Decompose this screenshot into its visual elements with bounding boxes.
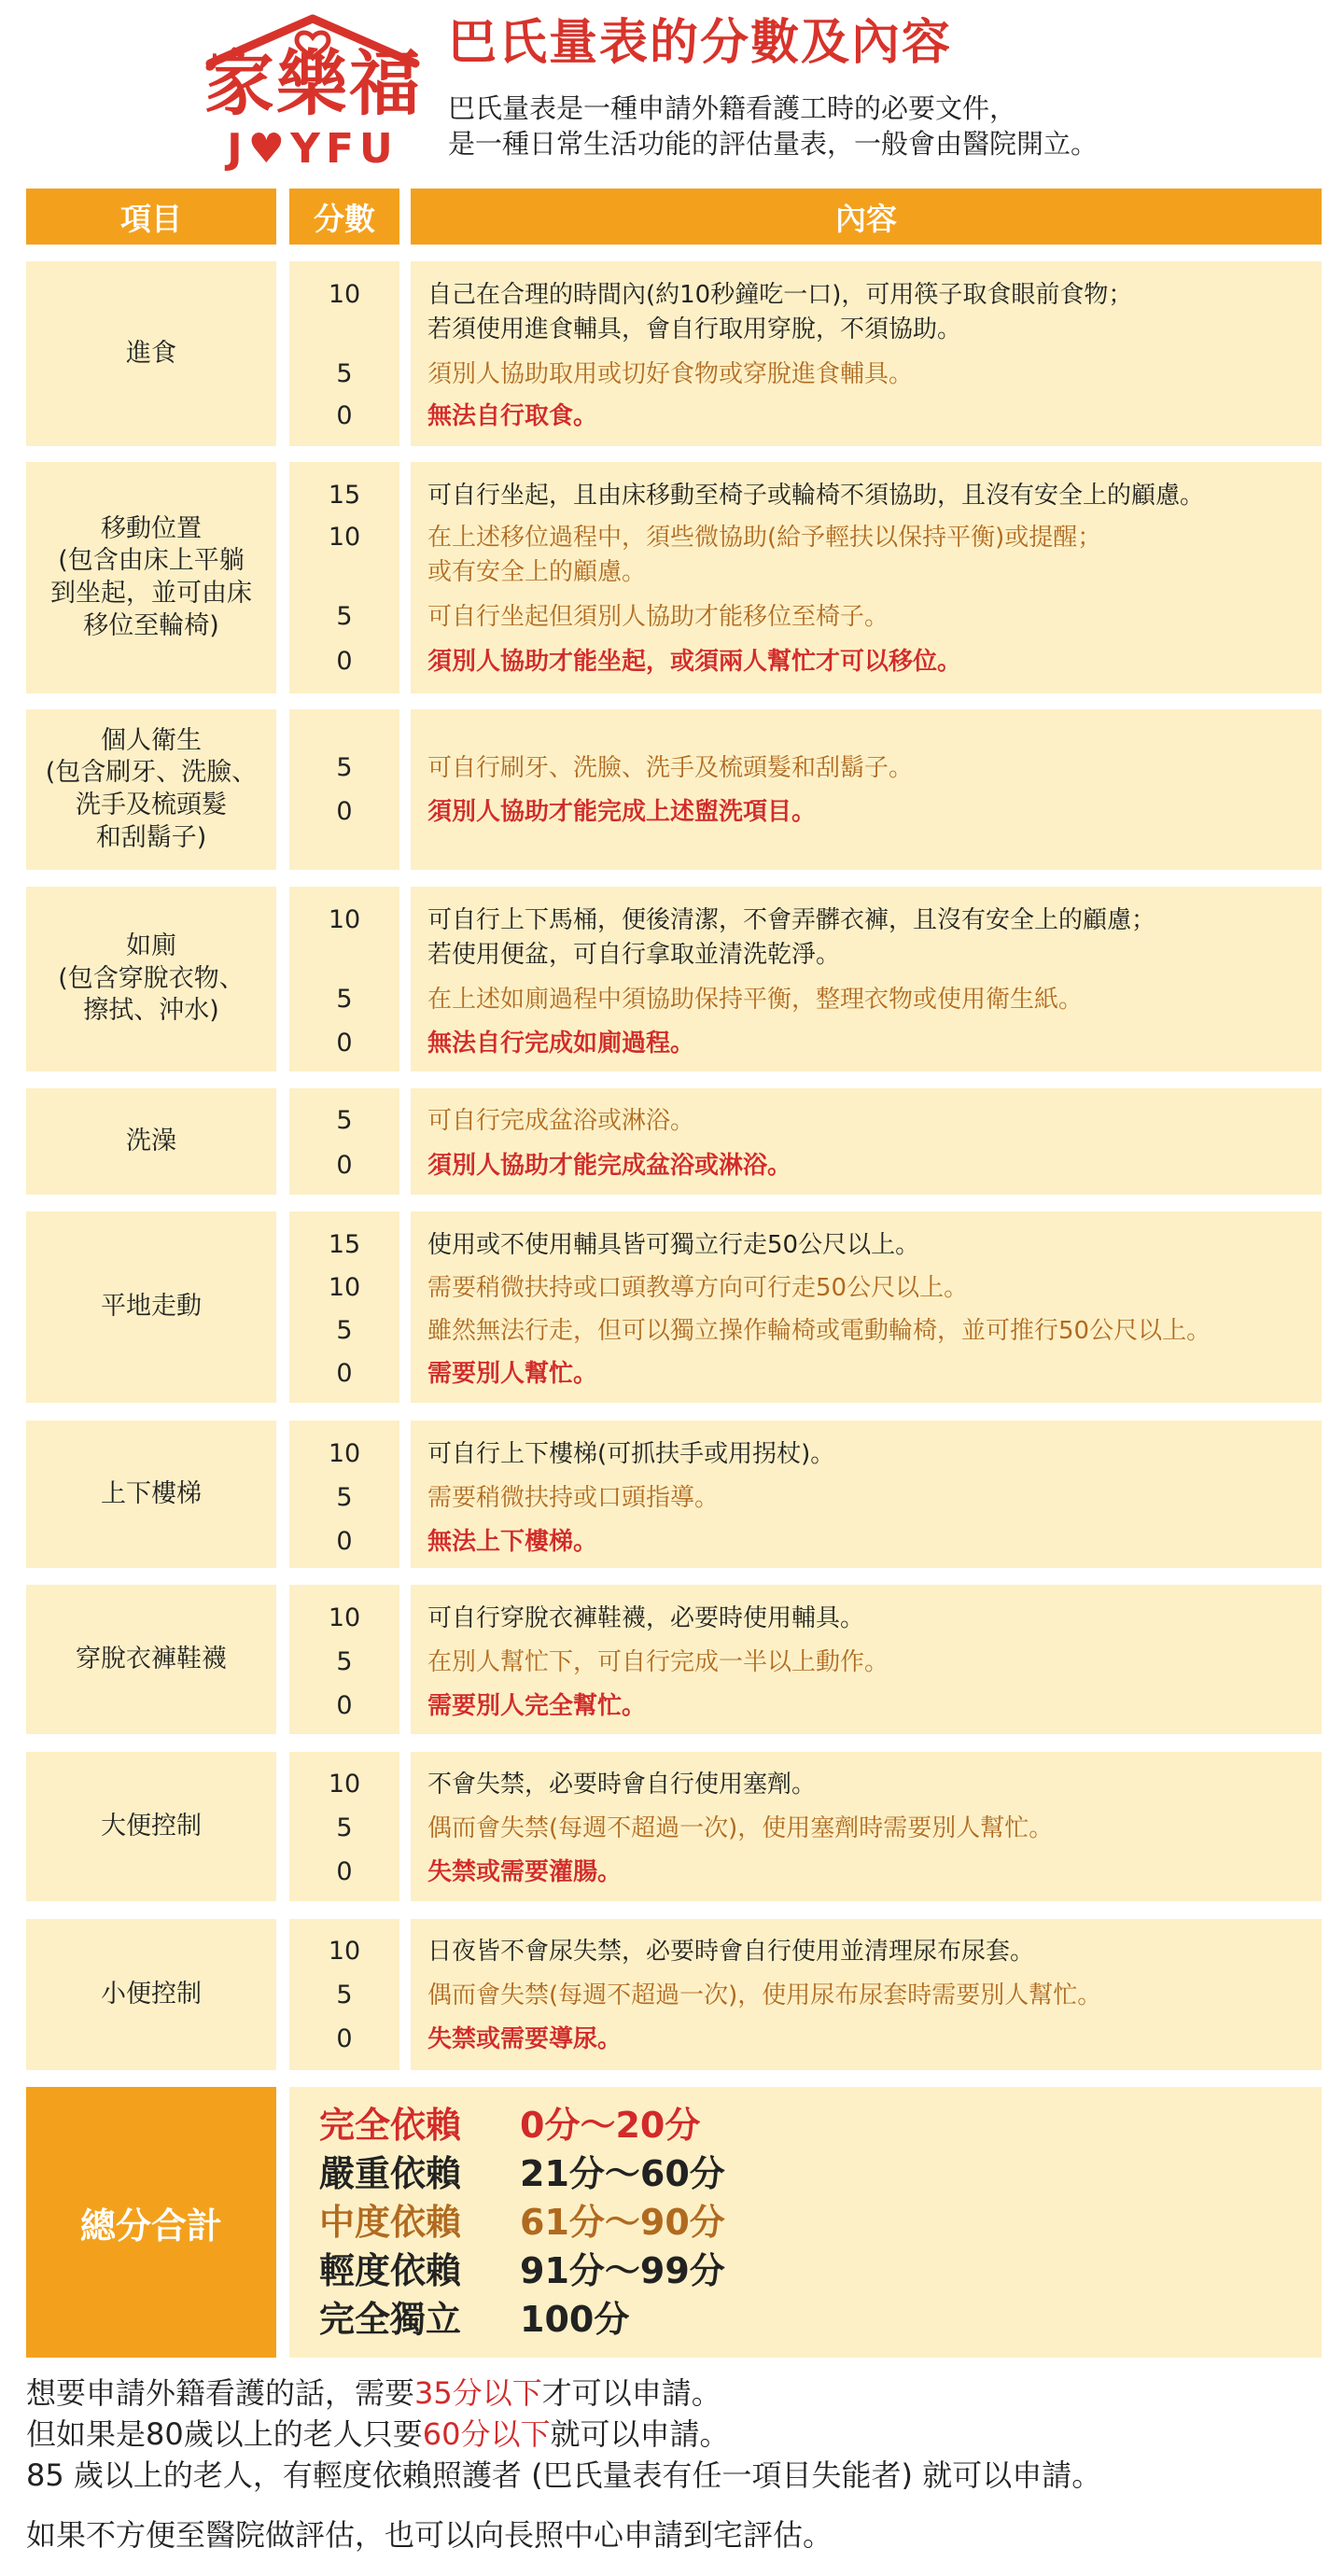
score-value: 15 bbox=[328, 1230, 361, 1259]
score-range: 100分 bbox=[520, 2299, 630, 2340]
row-content-cell bbox=[411, 1211, 1322, 1403]
header-item: 項目 bbox=[26, 189, 276, 245]
row-content-cell bbox=[411, 1585, 1322, 1734]
note-line: 如果不方便至醫院做評估，也可以向長照中心申請到宅評估。 bbox=[26, 2517, 833, 2553]
row-item-label: 平地走動 bbox=[26, 1211, 276, 1403]
criterion-text: 在別人幫忙下，可自行完成一半以上動作。 bbox=[427, 1648, 889, 1676]
dependency-level: 中度依賴 bbox=[319, 2202, 462, 2243]
criterion-text: 在上述移位過程中，須些微協助(給予輕扶以保持平衡)或提醒； 或有安全上的顧慮。 bbox=[427, 524, 1102, 586]
row-content-cell bbox=[411, 1752, 1322, 1901]
row-score-cell bbox=[289, 261, 399, 446]
score-value: 0 bbox=[336, 1691, 353, 1720]
intro-line: 是一種日常生活功能的評估量表，一般會由醫院開立。 bbox=[448, 127, 1099, 160]
row-content-cell bbox=[411, 887, 1322, 1071]
criterion-text: 失禁或需要導尿。 bbox=[427, 2025, 623, 2053]
table-row bbox=[0, 261, 1344, 446]
table-row bbox=[0, 1088, 1344, 1195]
note-line bbox=[26, 2416, 729, 2452]
row-item-label: 如廁 (包含穿脫衣物、 擦拭、沖水) bbox=[26, 887, 276, 1071]
dependency-level: 完全依賴 bbox=[319, 2105, 462, 2146]
score-value: 5 bbox=[336, 1981, 353, 2009]
row-content-cell bbox=[411, 462, 1322, 693]
row-content-cell bbox=[411, 261, 1322, 446]
score-value: 5 bbox=[336, 1647, 353, 1676]
header-content: 內容 bbox=[411, 189, 1322, 245]
criterion-text: 可自行坐起但須別人協助才能移位至椅子。 bbox=[427, 603, 889, 631]
criterion-text: 無法自行完成如廁過程。 bbox=[427, 1029, 695, 1057]
criterion-text: 不會失禁，必要時會自行使用塞劑。 bbox=[427, 1771, 817, 1799]
criterion-text: 失禁或需要灌腸。 bbox=[427, 1858, 623, 1886]
score-range: 0分～20分 bbox=[520, 2105, 701, 2146]
note-highlight: 60分以下 bbox=[422, 2416, 551, 2452]
criterion-text: 需要別人幫忙。 bbox=[427, 1360, 598, 1388]
row-item-label: 上下樓梯 bbox=[26, 1421, 276, 1568]
total-level-row bbox=[319, 2202, 725, 2243]
table-row bbox=[0, 709, 1344, 870]
note-text: 就可以申請。 bbox=[550, 2416, 730, 2452]
row-content-cell bbox=[411, 709, 1322, 870]
score-value: 0 bbox=[336, 1857, 353, 1886]
criterion-text: 自己在合理的時間內(約10秒鐘吃一口)，可用筷子取食眼前食物； 若須使用進食輔具，會自行取用穿脫，不須協助。 bbox=[427, 281, 1133, 343]
criterion-text: 可自行完成盆浴或淋浴。 bbox=[427, 1107, 695, 1135]
score-value: 10 bbox=[328, 1937, 361, 1966]
score-value: 15 bbox=[328, 481, 361, 510]
score-value: 5 bbox=[336, 359, 353, 388]
brand-name-english: J♥YFU bbox=[227, 125, 399, 173]
dependency-level: 嚴重依賴 bbox=[319, 2153, 462, 2194]
criterion-text: 可自行上下馬桶，便後清潔，不會弄髒衣褲，且沒有安全上的顧慮； 若使用便盆，可自行拿取並清洗乾淨。 bbox=[427, 906, 1156, 969]
criterion-text: 可自行刷牙、洗臉、洗手及梳頭髮和刮鬍子。 bbox=[427, 754, 914, 782]
table-row bbox=[0, 1211, 1344, 1403]
header-score: 分數 bbox=[289, 189, 399, 245]
criterion-text: 在上述如廁過程中須協助保持平衡，整理衣物或使用衛生紙。 bbox=[427, 986, 1084, 1014]
intro-text bbox=[448, 91, 1098, 161]
score-range: 61分～90分 bbox=[520, 2202, 725, 2243]
score-value: 10 bbox=[328, 1273, 361, 1302]
total-score-levels bbox=[289, 2087, 1322, 2358]
row-item-label: 個人衛生 (包含刷牙、洗臉、 洗手及梳頭髮 和刮鬍子) bbox=[26, 709, 276, 870]
score-value: 5 bbox=[336, 753, 353, 782]
criterion-text: 須別人協助才能完成盆浴或淋浴。 bbox=[427, 1152, 792, 1180]
row-item-label: 洗澡 bbox=[26, 1088, 276, 1195]
score-value: 5 bbox=[336, 1106, 353, 1135]
intro-line: 巴氏量表是一種申請外籍看護工時的必要文件， bbox=[448, 92, 1017, 124]
table-row bbox=[0, 1421, 1344, 1568]
row-item-label: 大便控制 bbox=[26, 1752, 276, 1901]
row-item-label: 進食 bbox=[26, 261, 276, 446]
score-value: 5 bbox=[336, 1316, 353, 1345]
row-score-cell bbox=[289, 1585, 399, 1734]
row-score-cell bbox=[289, 887, 399, 1071]
total-label: 總分合計 bbox=[26, 2087, 276, 2358]
note-text: 想要申請外籍看護的話，需要 bbox=[26, 2375, 415, 2411]
score-value: 10 bbox=[328, 280, 361, 309]
row-score-cell bbox=[289, 1752, 399, 1901]
total-level-row bbox=[319, 2299, 630, 2340]
note-text: 才可以申請。 bbox=[541, 2375, 721, 2411]
score-value: 5 bbox=[336, 1483, 353, 1512]
page-title: 巴氏量表的分數及內容 bbox=[448, 15, 953, 71]
criterion-text: 需要稍微扶持或口頭指導。 bbox=[427, 1484, 720, 1512]
row-content-cell bbox=[411, 1088, 1322, 1195]
dependency-level: 完全獨立 bbox=[319, 2299, 462, 2340]
score-value: 10 bbox=[328, 1603, 361, 1632]
score-value: 10 bbox=[328, 905, 361, 934]
row-content-cell bbox=[411, 1919, 1322, 2070]
brand-name-chinese: 家樂福 bbox=[203, 42, 422, 125]
score-value: 0 bbox=[336, 1029, 353, 1057]
dependency-level: 輕度依賴 bbox=[319, 2250, 462, 2291]
score-value: 5 bbox=[336, 602, 353, 631]
criterion-text: 可自行上下樓梯(可抓扶手或用拐杖)。 bbox=[427, 1440, 835, 1468]
score-value: 10 bbox=[328, 1770, 361, 1799]
score-range: 91分～99分 bbox=[520, 2250, 725, 2291]
criterion-text: 需要別人完全幫忙。 bbox=[427, 1692, 647, 1720]
criterion-text: 可自行穿脫衣褲鞋襪，必要時使用輔具。 bbox=[427, 1604, 865, 1632]
criterion-text: 須別人協助才能完成上述盥洗項目。 bbox=[427, 798, 817, 826]
criterion-text: 需要稍微扶持或口頭教導方向可行走50公尺以上。 bbox=[427, 1274, 969, 1302]
brand-logo bbox=[191, 9, 434, 173]
score-value: 0 bbox=[336, 647, 353, 676]
row-item-label: 穿脫衣褲鞋襪 bbox=[26, 1585, 276, 1734]
score-value: 10 bbox=[328, 523, 361, 552]
criterion-text: 須別人協助取用或切好食物或穿脫進食輔具。 bbox=[427, 360, 914, 388]
row-item-label: 移動位置 (包含由床上平躺 到坐起，並可由床 移位至輪椅) bbox=[26, 462, 276, 693]
criterion-text: 須別人協助才能坐起，或須兩人幫忙才可以移位。 bbox=[427, 648, 962, 676]
score-value: 0 bbox=[336, 1151, 353, 1180]
table-row bbox=[0, 462, 1344, 693]
criterion-text: 可自行坐起，且由床移動至椅子或輪椅不須協助，且沒有安全上的顧慮。 bbox=[427, 482, 1205, 510]
note-highlight: 35分以下 bbox=[414, 2375, 542, 2411]
score-value: 0 bbox=[336, 1359, 353, 1388]
criterion-text: 日夜皆不會尿失禁，必要時會自行使用並清理尿布尿套。 bbox=[427, 1938, 1035, 1966]
table-row bbox=[0, 1585, 1344, 1734]
score-value: 5 bbox=[336, 985, 353, 1014]
total-level-row bbox=[319, 2250, 725, 2291]
score-value: 0 bbox=[336, 401, 353, 430]
row-score-cell bbox=[289, 1421, 399, 1568]
table-row bbox=[0, 887, 1344, 1071]
total-level-row bbox=[319, 2105, 701, 2146]
criterion-text: 偶而會失禁(每週不超過一次)，使用尿布尿套時需要別人幫忙。 bbox=[427, 1981, 1102, 2009]
note-line bbox=[26, 2375, 721, 2411]
criterion-text: 無法自行取食。 bbox=[427, 402, 598, 430]
note-text: 但如果是80歲以上的老人只要 bbox=[26, 2416, 423, 2452]
criterion-text: 偶而會失禁(每週不超過一次)，使用塞劑時需要別人幫忙。 bbox=[427, 1814, 1054, 1842]
row-score-cell bbox=[289, 1088, 399, 1195]
row-score-cell bbox=[289, 462, 399, 693]
row-content-cell bbox=[411, 1421, 1322, 1568]
criterion-text: 使用或不使用輔具皆可獨立行走50公尺以上。 bbox=[427, 1231, 920, 1259]
score-value: 0 bbox=[336, 1527, 353, 1556]
table-row bbox=[0, 1919, 1344, 2070]
score-value: 0 bbox=[336, 797, 353, 826]
criterion-text: 無法上下樓梯。 bbox=[427, 1528, 598, 1556]
row-score-cell bbox=[289, 709, 399, 870]
row-score-cell bbox=[289, 1919, 399, 2070]
note-line: 85 歲以上的老人，有輕度依賴照護者 (巴氏量表有任一項目失能者) 就可以申請。 bbox=[26, 2457, 1102, 2493]
criterion-text: 雖然無法行走，但可以獨立操作輪椅或電動輪椅，並可推行50公尺以上。 bbox=[427, 1317, 1211, 1345]
row-score-cell bbox=[289, 1211, 399, 1403]
row-item-label: 小便控制 bbox=[26, 1919, 276, 2070]
score-value: 10 bbox=[328, 1439, 361, 1468]
total-level-row bbox=[319, 2153, 725, 2194]
score-value: 0 bbox=[336, 2024, 353, 2053]
score-value: 5 bbox=[336, 1813, 353, 1842]
table-row bbox=[0, 1752, 1344, 1901]
score-range: 21分～60分 bbox=[520, 2153, 725, 2194]
